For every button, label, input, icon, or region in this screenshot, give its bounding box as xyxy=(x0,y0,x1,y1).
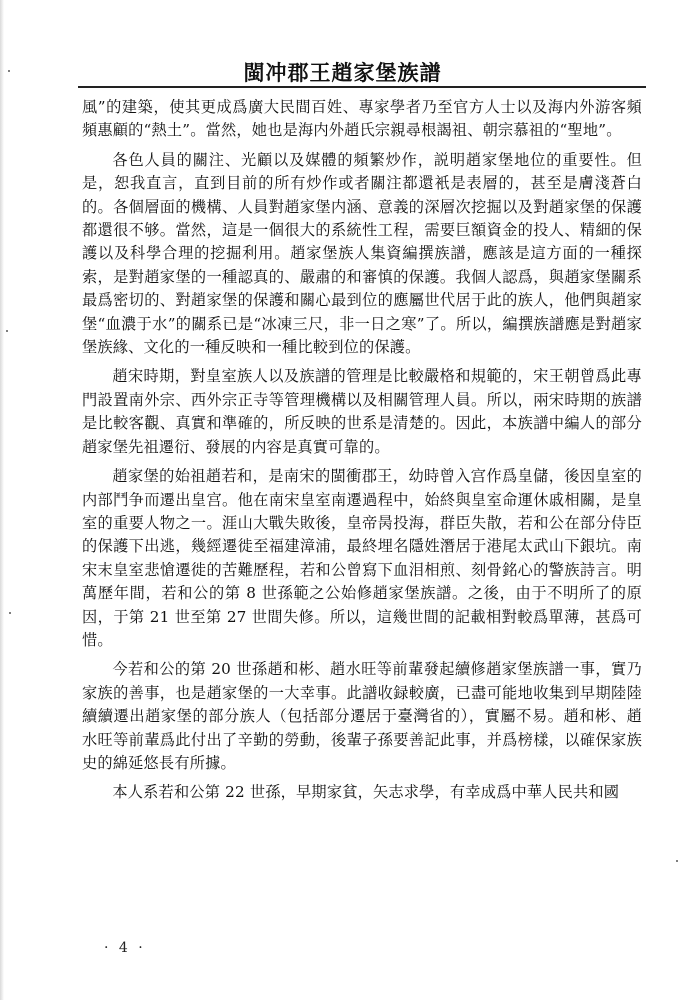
page-number: · 4 · xyxy=(104,940,146,956)
scan-speck xyxy=(8,70,10,72)
paragraph: 本人系若和公第 22 世孫，早期家貧，矢志求學，有幸成爲中華人民共和國 xyxy=(112,783,620,802)
body-text xyxy=(82,96,642,811)
running-head-title: 閩冲郡王趙家堡族譜 xyxy=(243,61,442,85)
paragraph: 趙家堡的始祖趙若和，是南宋的閩衝郡王，幼時曾入宫作爲皇儲，後因皇室的内部鬥争而遷出皇宫。他在南宋皇室南遷過程中，始終與皇室命運休戚相關，是皇室的重要人物之一。涯山大戰失敗後，皇帝昺投海，群臣失散，若和公在部分侍臣的保護下出逃，幾經遷徙至福建漳浦，最終埋名隱姓潛居于港尾太武山下銀坑。南宋末皇室悲愴遷徙的苦難歷程，若和公曾寫下血泪相煎、刻骨銘心的警族詩言。明萬歷年間，若和公的第 8 世孫範之公始修趙家堡族譜。之後，由于不明所了的原因，于第 21 世至第 27 世間失修。所以，這幾世間的記載相對較爲單薄，甚爲可惜。 xyxy=(82,467,642,649)
paragraph: 風”的建築，使其更成爲廣大民間百姓、專家學者乃至官方人士以及海内外游客頻頻惠顧的“熱土”。當然，她也是海内外趙氏宗親尋根謁祖、朝宗慕祖的“聖地”。 xyxy=(82,98,642,140)
scan-speck xyxy=(676,860,678,862)
scan-speck xyxy=(6,330,8,332)
paragraph: 各色人員的關注、光顧以及媒體的頻繁炒作，説明趙家堡地位的重要性。但是，恕我直言，直到目前的所有炒作或者關注都還衹是表層的，甚至是膚淺蒼白的。各個層面的機構、人員對趙家堡内涵、意義的深層次挖掘以及對趙家堡的保護都還很不够。當然，這是一個很大的系統性工程，需要巨額資金的投人、精細的保護以及科學合理的挖掘利用。趙家堡族人集資編撰族譜，應該是這方面的一種探索，是對趙家堡的一種認真的、嚴肅的和審慎的保護。我個人認爲，與趙家堡關系最爲密切的、對趙家堡的保護和關心最到位的應屬世代居于此的族人，他們與趙家堡“血濃于水”的關系已是“冰凍三尺，非一日之寒”了。所以，編撰族譜應是對趙家堡族緣、文化的一種反映和一種比較到位的保護。 xyxy=(82,150,642,357)
paragraph: 今若和公的第 20 世孫趙和彬、趙水旺等前輩發起續修趙家堡族譜一事，實乃家族的善事，也是趙家堡的一大幸事。此譜收録較廣，已盡可能地收集到早期陸陸續續遷出趙家堡的部分族人（包括部分遷居于臺灣省的），實屬不易。趙和彬、趙水旺等前輩爲此付出了辛勤的勞動，後輩子孫要善記此事，并爲榜樣，以確保家族史的綿延悠長有所據。 xyxy=(82,660,642,772)
scan-edge xyxy=(0,0,4,1000)
scan-speck xyxy=(9,612,11,614)
paragraph: 趙宋時期，對皇室族人以及族譜的管理是比較嚴格和規範的，宋王朝曾爲此專門設置南外宗、西外宗正寺等管理機構以及相關管理人員。所以，兩宋時期的族譜是比較客觀、真實和準確的，所反映的世系是清楚的。因此，本族譜中編人的部分趙家堡先祖遷衍、發展的内容是真實可靠的。 xyxy=(82,367,642,456)
header-rule xyxy=(78,86,646,88)
